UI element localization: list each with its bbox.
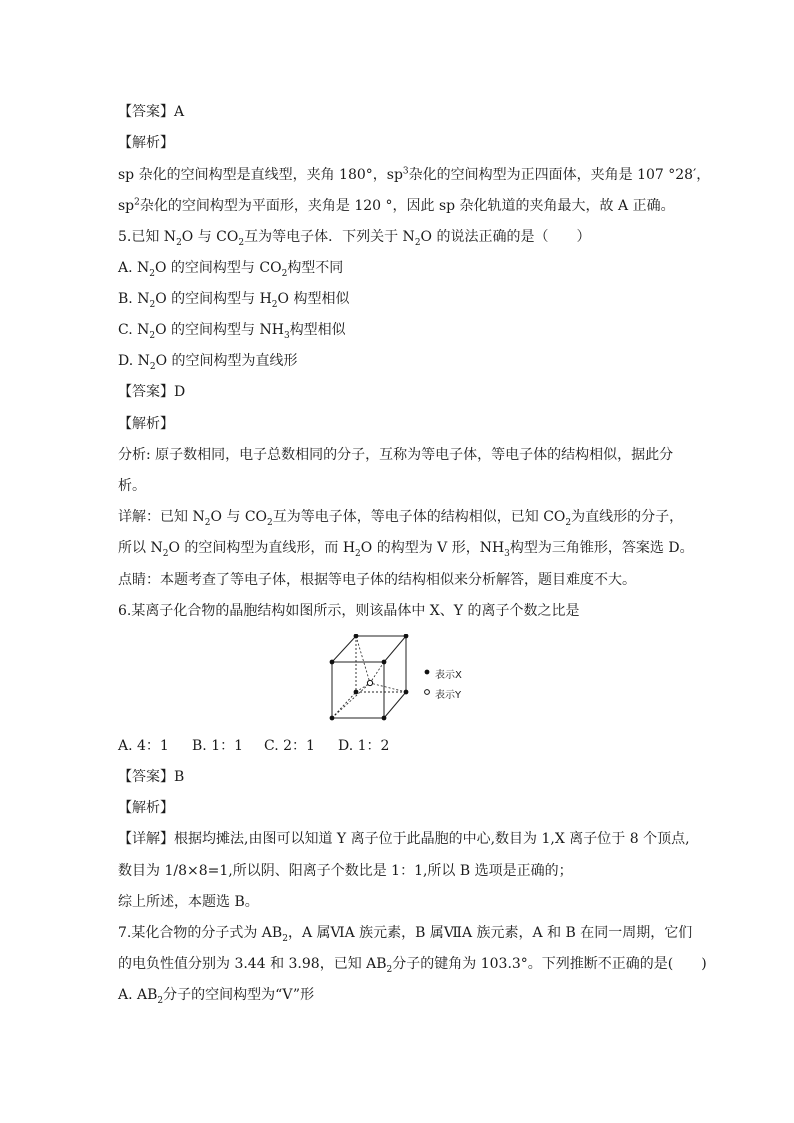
q5-option-b: B. $N_2O$ 的空间构型与 $H_2O$ 构型相似 <box>118 291 350 310</box>
q5-answer: 【答案】D <box>118 384 186 400</box>
legend-y-label: 表示Y <box>435 690 462 701</box>
q5-analysis-line-2: 析。 <box>118 478 146 494</box>
q5-detail-line-1: 详解：已知 $N_2O$ 与 $CO_2$互为等电子体，等电子体的结构相似，已知 $CO_2$为直线形的分子， <box>118 509 684 528</box>
q6-analysis-heading: 【解析】 <box>118 800 174 816</box>
q5-analysis-line-1: 分析: 原子数相同，电子总数相同的分子，互称为等电子体，等电子体的结构相似，据此分 <box>118 447 674 463</box>
q7-stem-line-1: 7.某化合物的分子式为 $AB_2$，A 属ⅥA 族元素，B 属ⅦA 族元素，A 和 B 在同一周期，它们 <box>118 925 693 944</box>
q5-stem: 5.已知 $N_2O$ 与 $CO_2$互为等电子体．下列关于 $N_2O$ 的说法正确的是（ ） <box>118 229 591 248</box>
q5-option-c: C. $N_2O$ 的空间构型与 $NH_3$构型相似 <box>118 322 346 341</box>
q4-analysis-heading: 【解析】 <box>118 135 174 151</box>
q4-answer: 【答案】A <box>118 104 185 120</box>
q5-comment: 点睛：本题考查了等电子体，根据等电子体的结构相似来分析解答，题目难度不大。 <box>118 572 636 588</box>
q5-option-a: A. $N_2O$ 的空间构型与 $CO_2$构型不同 <box>118 260 344 279</box>
q6-answer: 【答案】B <box>118 769 185 785</box>
q7-option-a: A. $AB_2$分子的空间构型为“V”形 <box>118 987 315 1006</box>
q7-stem-line-2: 的电负性值分别为 3.44 和 3.98，已知 $AB_2$分子的键角为 103.3°。下列推断不正确的是( ) <box>118 956 707 975</box>
q6-summary: 综上所述，本题选 B。 <box>118 894 259 910</box>
q4-explanation-line-1: sp 杂化的空间构型是直线型，夹角 180°，$sp^3$杂化的空间构型为正四面体，夹角是 107 °28′， <box>118 166 711 183</box>
q6-options <box>118 736 389 756</box>
q5-analysis-heading: 【解析】 <box>118 416 174 432</box>
q6-option-c: C. 2：1 <box>264 738 315 754</box>
q4-explanation-line-2: $sp^2$杂化的空间构型为平面形，夹角是 120 °，因此 sp 杂化轨道的夹角最大，故 A 正确。 <box>118 197 675 214</box>
legend-x-label: 表示X <box>435 670 462 681</box>
q6-stem: 6.某离子化合物的晶胞结构如图所示，则该晶体中 X、Y 的离子个数之比是 <box>118 603 580 619</box>
q5-detail-line-2: 所以 $N_2O$ 的空间构型为直线形，而 $H_2O$ 的构型为 V 形，$NH_3$构型为三角锥形，答案选 D。 <box>118 540 694 559</box>
q5-option-d: D. $N_2O$ 的空间构型为直线形 <box>118 353 298 372</box>
crystal-cell-figure <box>326 634 486 724</box>
q6-option-b: B. 1：1 <box>192 738 244 754</box>
q6-option-a: A. 4：1 <box>118 738 169 754</box>
q6-detail-line-2: 数目为 1/8×8=1,所以阴、阳离子个数比是 1：1,所以 B 选项是正确的； <box>118 863 573 879</box>
q6-option-d: D. 1：2 <box>338 738 390 754</box>
q6-detail-line-1: 【详解】根据均摊法,由图可以知道 Y 离子位于此晶胞的中心,数目为 1,X 离子位于 8 个顶点, <box>118 831 690 847</box>
